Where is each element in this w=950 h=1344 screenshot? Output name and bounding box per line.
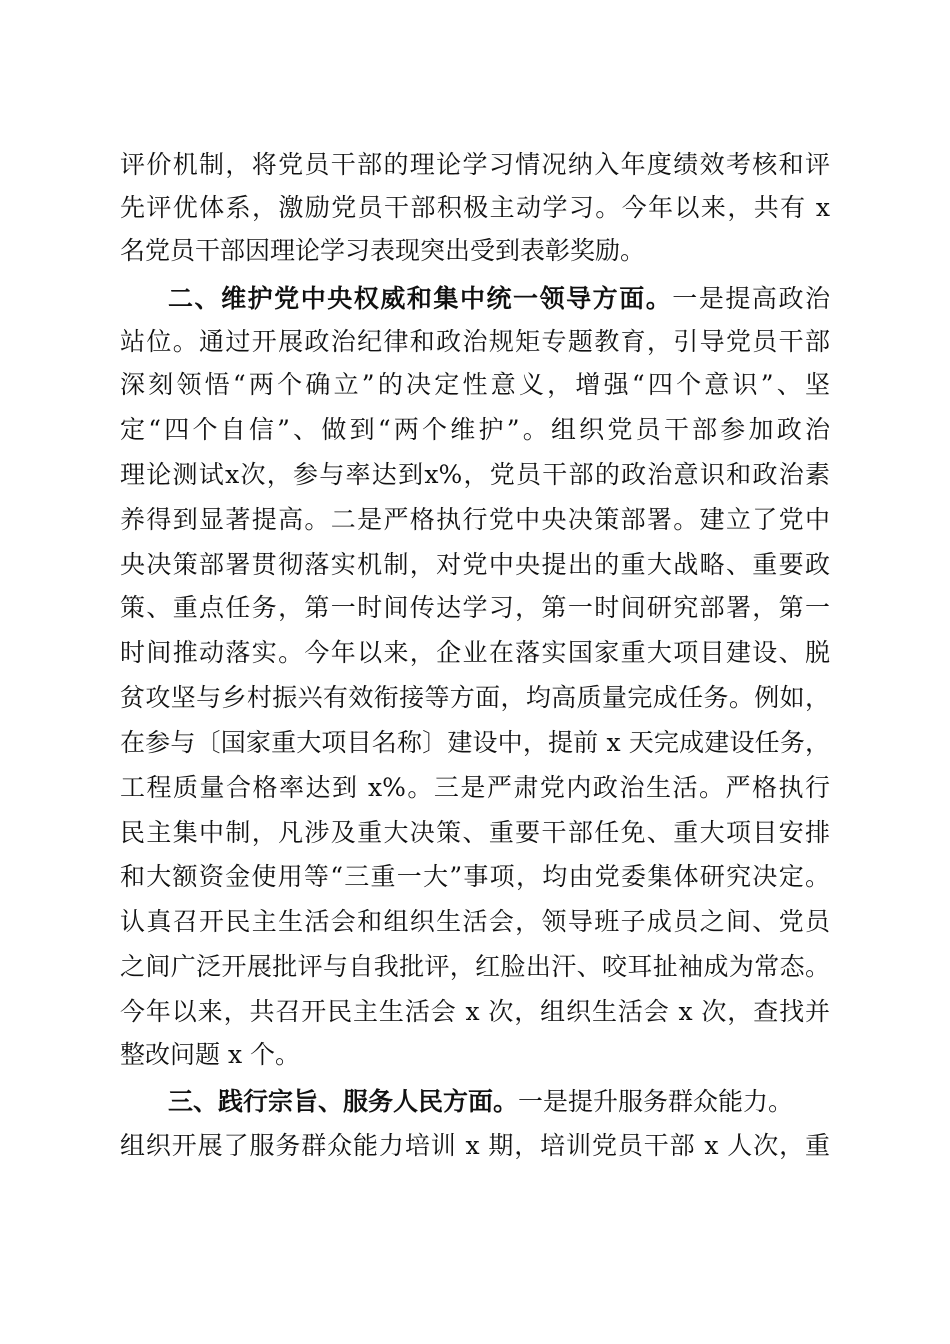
paragraph-line: 定“四个自信”、做到“两个维护”。组织党员干部参加政治: [120, 415, 830, 444]
paragraph-line: 今年以来，共召开民主生活会 x 次，组织生活会 x 次，查找并: [120, 997, 830, 1026]
paragraph-line: 之间广泛开展批评与自我批评，红脸出汗、咬耳扯袖成为常态。: [120, 952, 830, 981]
paragraph-line: 策、重点任务，第一时间传达学习，第一时间研究部署，第一: [120, 593, 830, 622]
heading-line-rest: 一是提高政治: [672, 284, 830, 313]
section-heading-line: [120, 1087, 830, 1117]
paragraph-line: 理论测试x次，参与率达到x%，党员干部的政治意识和政治素: [120, 460, 830, 489]
paragraph-line: 央决策部署贯彻落实机制，对党中央提出的重大战略、重要政: [120, 550, 830, 579]
paragraph-line: 评价机制，将党员干部的理论学习情况纳入年度绩效考核和评: [120, 150, 830, 179]
paragraph-line: 深刻领悟“两个确立”的决定性意义，增强“四个意识”、坚: [120, 370, 830, 399]
paragraph-line: 认真召开民主生活会和组织生活会，领导班子成员之间、党员: [120, 907, 830, 936]
paragraph-line: 民主集中制，凡涉及重大决策、重要干部任免、重大项目安排: [120, 818, 830, 847]
section-heading-line: [120, 284, 830, 314]
paragraph-line: 和大额资金使用等“三重一大”事项，均由党委集体研究决定。: [120, 862, 830, 891]
section-heading: 三、践行宗旨、服务人民方面。: [168, 1087, 519, 1116]
paragraph-line: 时间推动落实。今年以来，企业在落实国家重大项目建设、脱: [120, 638, 830, 667]
paragraph-line: 组织开展了服务群众能力培训 x 期，培训党员干部 x 人次，重: [120, 1131, 830, 1160]
paragraph-line: 在参与〔国家重大项目名称〕建设中，提前 x 天完成建设任务，: [120, 728, 830, 757]
heading-line-rest: 一是提升服务群众能力。: [518, 1087, 794, 1116]
paragraph-line: 贫攻坚与乡村振兴有效衔接等方面，均高质量完成任务。例如，: [120, 683, 830, 712]
paragraph-line: 先评优体系，激励党员干部积极主动学习。今年以来，共有 x: [120, 193, 830, 222]
section-heading: 二、维护党中央权威和集中统一领导方面。: [168, 284, 673, 313]
paragraph-line: 名党员干部因理论学习表现突出受到表彰奖励。: [120, 236, 646, 265]
paragraph-line: 工程质量合格率达到 x%。三是严肃党内政治生活。严格执行: [120, 773, 830, 802]
paragraph-line: 养得到显著提高。二是严格执行党中央决策部署。建立了党中: [120, 505, 830, 534]
paragraph-line: 整改问题 x 个。: [120, 1040, 300, 1069]
paragraph-line: 站位。通过开展政治纪律和政治规矩专题教育，引导党员干部: [120, 327, 830, 356]
